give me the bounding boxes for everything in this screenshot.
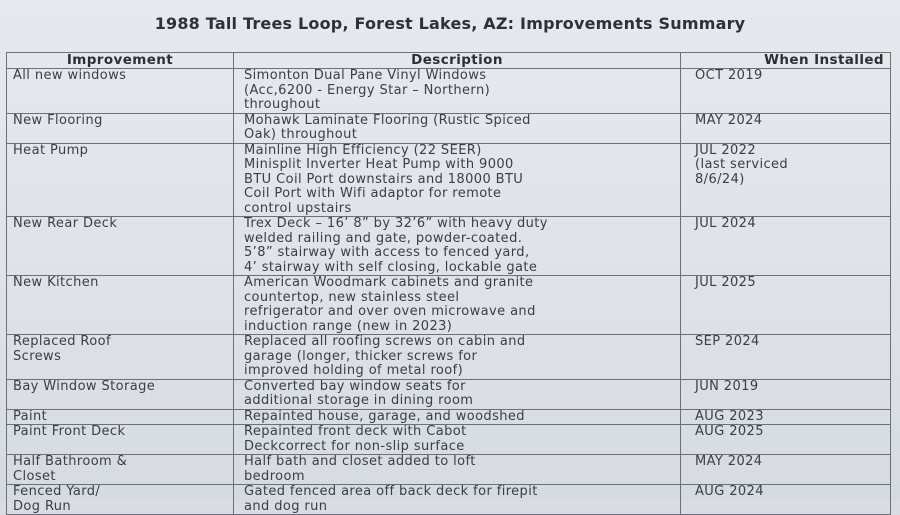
cell-description [234,69,681,114]
cell-description [234,113,681,143]
cell-line: induction range (new in 2023) [244,318,453,334]
cell-line: control upstairs [244,200,352,216]
cell-line: Paint [13,408,48,424]
improvements-table [6,52,891,515]
cell-description [234,143,681,217]
cell-line: Half bath and closet added to loft [244,454,476,469]
header-when-installed: When Installed [681,53,891,69]
cell-line: Coil Port with Wifi adaptor for remote [244,186,502,201]
cell-description [234,409,681,425]
cell-when-installed [681,69,891,114]
table-row [7,217,891,276]
cell-line: garage (longer, thicker screws for [244,348,478,364]
table-row [7,425,891,455]
page-title: 1988 Tall Trees Loop, Forest Lakes, AZ: Improvements Summary [154,14,746,33]
table-row [7,276,891,335]
cell-line: Oak) throughout [244,127,358,142]
cell-line: Mainline High Efficiency (22 SEER) [244,142,482,158]
cell-line: throughout [244,97,321,112]
cell-line: additional storage in dining room [244,393,474,408]
cell-improvement [7,335,234,380]
cell-improvement [7,455,234,485]
cell-line: Deckcorrect for non-slip surface [244,438,465,454]
cell-line: welded railing and gate, powder-coated. [244,230,523,246]
cell-improvement [7,425,234,455]
cell-when-installed [681,217,891,276]
cell-line: AUG 2023 [695,408,764,424]
cell-line: Repainted front deck with Cabot [244,424,467,439]
table-row [7,409,891,425]
cell-line: Minisplit Inverter Heat Pump with 9000 [244,157,514,172]
cell-description [234,335,681,380]
cell-improvement [7,69,234,114]
cell-line: (Acc,6200 - Energy Star – Northern) [244,82,491,98]
cell-line: Fenced Yard/ [13,484,101,499]
table-row [7,335,891,380]
cell-line: Paint Front Deck [13,424,126,439]
cell-when-installed [681,143,891,217]
cell-line: JUL 2025 [695,275,757,290]
table-header-row [7,53,891,69]
cell-line: Heat Pump [13,142,89,158]
table-row [7,379,891,409]
cell-line: Replaced all roofing screws on cabin and [244,334,526,349]
cell-improvement [7,409,234,425]
cell-line: refrigerator and over oven microwave and [244,304,536,319]
cell-improvement [7,276,234,335]
cell-description [234,217,681,276]
cell-line: Screws [13,348,62,364]
cell-line: Simonton Dual Pane Vinyl Windows [244,68,487,83]
cell-line: New Kitchen [13,275,99,290]
cell-line: New Rear Deck [13,216,118,231]
cell-improvement [7,113,234,143]
header-description: Description [234,53,681,69]
cell-line: Bay Window Storage [13,378,156,394]
cell-line: Trex Deck – 16’ 8” by 32’6” with heavy duty [244,216,548,231]
table-row [7,143,891,217]
cell-line: American Woodmark cabinets and granite [244,275,534,290]
cell-line: 5’8” stairway with access to fenced yard, [244,245,530,260]
cell-line: JUL 2022 [695,142,757,158]
cell-when-installed [681,276,891,335]
cell-improvement [7,143,234,217]
table-row [7,69,891,114]
cell-line: 4’ stairway with self closing, lockable gate [244,259,538,275]
cell-line: Converted bay window seats for [244,378,466,394]
header-improvement: Improvement [7,53,234,69]
cell-line: Replaced Roof [13,334,111,349]
cell-line: BTU Coil Port downstairs and 18000 BTU [244,171,524,187]
cell-line: 8/6/24) [695,171,745,187]
cell-line: MAY 2024 [695,112,763,128]
cell-description [234,455,681,485]
cell-line: New Flooring [13,112,103,128]
cell-line: OCT 2019 [695,68,763,83]
cell-line: Closet [13,468,56,484]
table-row [7,113,891,143]
cell-when-installed [681,335,891,380]
cell-line: and dog run [244,498,328,514]
cell-line: SEP 2024 [695,334,760,349]
cell-when-installed [681,113,891,143]
table-row [7,455,891,485]
cell-line: (last serviced [695,157,789,172]
cell-improvement [7,379,234,409]
cell-line: Half Bathroom & [13,454,128,469]
cell-line: AUG 2025 [695,424,764,439]
cell-when-installed [681,379,891,409]
cell-when-installed [681,455,891,485]
cell-line: JUL 2024 [695,216,757,231]
cell-line: Mohawk Laminate Flooring (Rustic Spiced [244,112,531,128]
cell-line: Repainted house, garage, and woodshed [244,408,525,424]
cell-description [234,425,681,455]
cell-line: All new windows [13,68,127,83]
cell-line: AUG 2024 [695,484,764,499]
cell-description [234,276,681,335]
cell-when-installed [681,425,891,455]
cell-when-installed [681,409,891,425]
cell-line: JUN 2019 [695,378,759,394]
cell-line: Dog Run [13,498,72,514]
cell-line: bedroom [244,468,305,484]
cell-line: Gated fenced area off back deck for firepit [244,484,538,499]
cell-line: improved holding of metal roof) [244,363,464,378]
cell-line: countertop, new stainless steel [244,289,460,305]
cell-description [234,379,681,409]
cell-line: MAY 2024 [695,454,763,469]
cell-improvement [7,217,234,276]
